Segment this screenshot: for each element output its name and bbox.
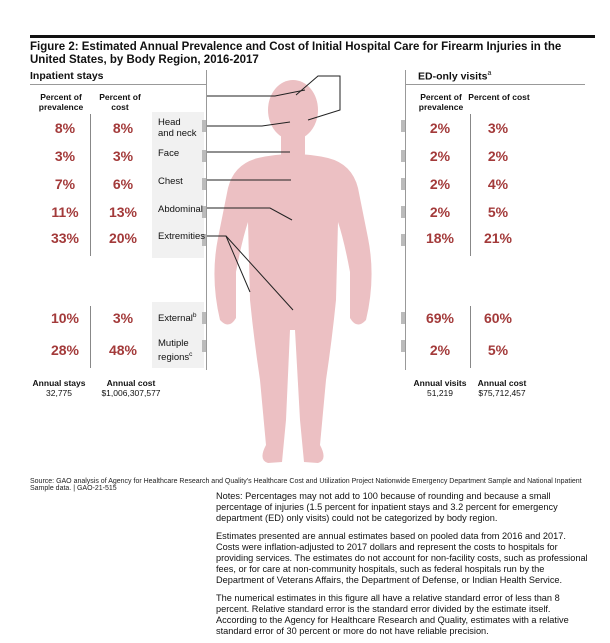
- ed-cost-multiple: 5%: [487, 342, 509, 358]
- region-label-external: External$^b$: [158, 312, 197, 325]
- ed-prev-face: 2%: [429, 148, 451, 164]
- ed-prev-chest: 2%: [429, 176, 451, 192]
- inpatient-prev-chest: 7%: [54, 176, 76, 192]
- inpatient-total-cost: Annual cost $1,006,307,577: [101, 378, 161, 398]
- ed-prev-head: 2%: [429, 120, 451, 136]
- ed-col-divider-top: [470, 114, 471, 256]
- region-label-head-neck: Head and neck: [158, 117, 197, 139]
- inpatient-heading: Inpatient stays: [30, 70, 104, 82]
- note-1: Notes: Percentages may not add to 100 because of rounding and because a small percentage of injuries (1.5 percent for inpatient stays and 3.2 percent for emergency department (ED) only visits) could not be categorized by body region.: [216, 491, 558, 524]
- region-label-extremities: Extremities: [158, 231, 205, 242]
- ed-heading: ED-only visits$^a$: [418, 70, 492, 83]
- inpatient-cost-multiple: 48%: [108, 342, 138, 358]
- right-section-divider: [405, 70, 406, 370]
- note-2: Estimates presented are annual estimates based on pooled data from 2016 and 2017. Costs were inflation-adjusted to 2017 dollars and represent the costs to hospitals for providing services. The estimates do not account for non-facility costs, such as professional fees, or for care at non-community hospitals, such as federal hospitals run by the Department of Veterans Affairs, the Department of Defense, or Indian Health Service.: [216, 530, 588, 586]
- source-note: Source: GAO analysis of Agency for Healthcare Research and Quality’s Healthcare Cost and Utilization Project Nationwide Emergency Department Sample and National Inpatient Sample data. | GAO-21-515: [30, 478, 582, 492]
- ed-col-prevalence: Percent of prevalence: [418, 92, 464, 112]
- ed-total-cost: Annual cost $75,712,457: [477, 378, 527, 398]
- human-body-silhouette: [214, 80, 371, 463]
- region-label-chest: Chest: [158, 176, 183, 187]
- note-3: The numerical estimates in this figure all have a relative standard error of less than 8 percent. Relative standard error is the standard error divided by the estimate itself. According to the Agency for Healthcare Research and Quality, estimates with a relative standard error of 30 percent or more do not have reliable precision.: [216, 592, 569, 637]
- inpatient-prev-external: 10%: [50, 310, 80, 326]
- inpatient-prev-multiple: 28%: [50, 342, 80, 358]
- inpatient-cost-head: 8%: [112, 120, 134, 136]
- ed-prev-external: 69%: [425, 310, 455, 326]
- ed-col-divider-bottom: [470, 306, 471, 368]
- inpatient-prev-face: 3%: [54, 148, 76, 164]
- ed-cost-face: 2%: [487, 148, 509, 164]
- inpatient-heading-rule: [30, 84, 206, 85]
- inpatient-col-cost: Percent of cost: [99, 92, 141, 112]
- region-label-multiple: Mutiple regions$^c$: [158, 338, 193, 364]
- inpatient-cost-chest: 6%: [112, 176, 134, 192]
- region-label-face: Face: [158, 148, 180, 159]
- inpatient-col-prevalence: Percent of prevalence: [38, 92, 84, 112]
- ed-prev-multiple: 2%: [429, 342, 451, 358]
- inpatient-cost-face: 3%: [112, 148, 134, 164]
- ed-cost-chest: 4%: [487, 176, 509, 192]
- inpatient-prev-head: 8%: [54, 120, 76, 136]
- left-section-divider: [206, 70, 207, 370]
- inpatient-prev-abdominal: 11%: [51, 204, 79, 220]
- inpatient-col-divider-top: [90, 114, 91, 256]
- inpatient-cost-external: 3%: [112, 310, 134, 326]
- inpatient-cost-extremities: 20%: [108, 230, 138, 246]
- ed-cost-head: 3%: [487, 120, 509, 136]
- notes: [216, 491, 590, 643]
- ed-cost-extremities: 21%: [483, 230, 513, 246]
- inpatient-col-divider-bottom: [90, 306, 91, 368]
- ed-heading-rule: [405, 84, 585, 85]
- ed-cost-external: 60%: [483, 310, 513, 326]
- ed-total-visits: Annual visits 51,219: [413, 378, 467, 398]
- ed-prev-abdominal: 2%: [429, 204, 451, 220]
- region-label-abdominal: Abdominal: [158, 204, 203, 215]
- inpatient-prev-extremities: 33%: [50, 230, 80, 246]
- ed-col-cost: Percent of cost: [468, 92, 530, 102]
- inpatient-total-stays: Annual stays 32,775: [32, 378, 86, 398]
- inpatient-cost-abdominal: 13%: [108, 204, 138, 220]
- figure-title: Figure 2: Estimated Annual Prevalence and Cost of Initial Hospital Care for Firearm Injuries in the United States, by Body Region, 2016-2017: [30, 41, 562, 66]
- ed-cost-abdominal: 5%: [487, 204, 509, 220]
- ed-prev-extremities: 18%: [425, 230, 455, 246]
